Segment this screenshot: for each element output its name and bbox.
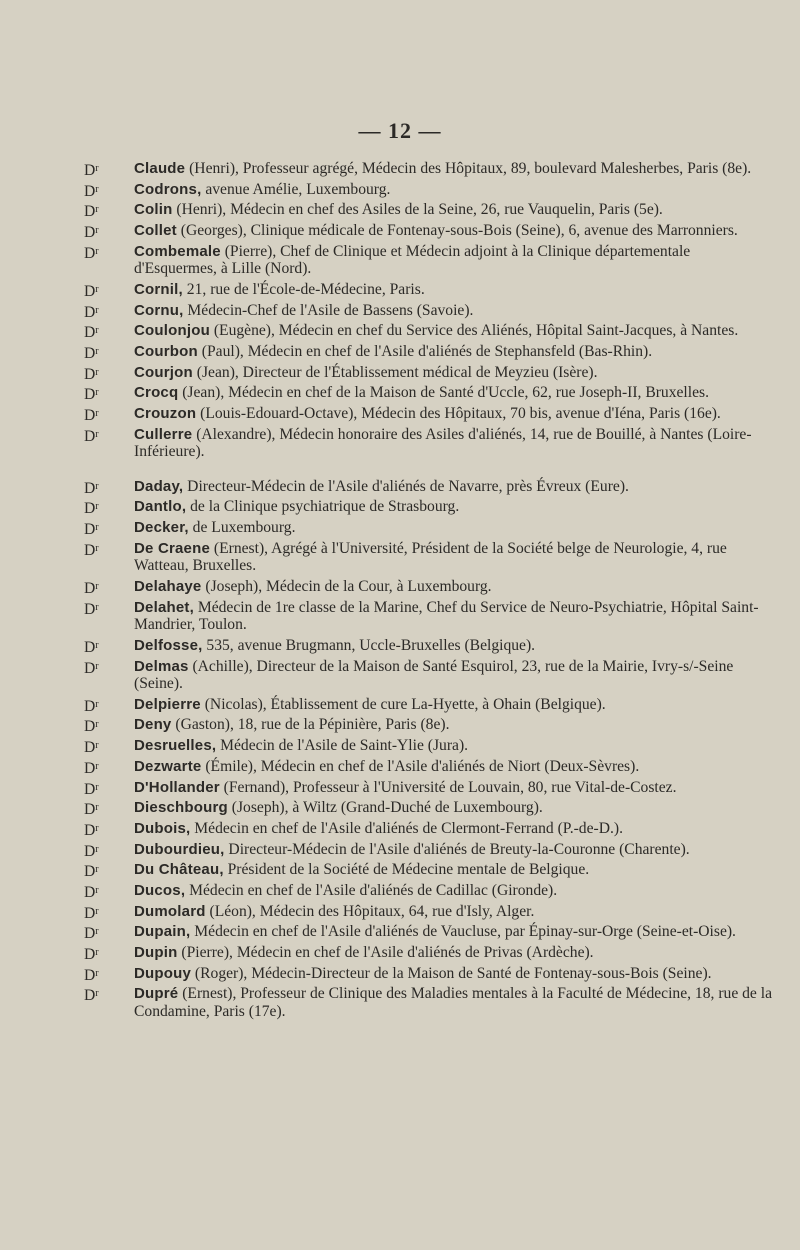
member-details: (Émile), Médecin en chef de l'Asile d'aliénés de Niort (Deux-Sèvres). <box>201 757 640 775</box>
member-details: (Roger), Médecin-Directeur de la Maison de Santé de Fontenay-sous-Bois (Seine). <box>191 964 712 982</box>
member-entry <box>84 985 774 1020</box>
member-details: (Henri), Professeur agrégé, Médecin des Hôpitaux, 89, boulevard Malesherbes, Paris (8e). <box>185 160 752 177</box>
doctor-prefix: $D^r$ <box>84 427 99 445</box>
member-details: (Fernand), Professeur à l'Université de Louvain, 80, rue Vital-de-Costez. <box>219 778 677 796</box>
member-name: Dantlo, <box>134 498 187 516</box>
doctor-prefix: $D^r$ <box>84 638 99 656</box>
doctor-prefix: $D^r$ <box>84 541 99 559</box>
member-entry <box>84 498 774 516</box>
doctor-prefix: $D^r$ <box>84 697 99 715</box>
member-name: Courjon <box>134 363 193 381</box>
member-name: Crouzon <box>134 405 197 423</box>
member-entry <box>84 201 774 219</box>
member-name: Crocq <box>134 384 179 402</box>
member-name: Cullerre <box>134 425 193 443</box>
member-details: (Paul), Médecin en chef de l'Asile d'aliénés de Stephansfeld (Bas-Rhin). <box>197 343 653 360</box>
member-entry <box>84 799 774 817</box>
member-entry <box>84 478 774 496</box>
member-details: (Ernest), Professeur de Clinique des Maladies mentales à la Faculté de Médecine, 18, rue de la Condamine, Paris (17e). <box>134 985 773 1020</box>
doctor-prefix: $D^r$ <box>84 925 99 943</box>
member-details: 21, rue de l'École-de-Médecine, Paris. <box>182 280 425 298</box>
doctor-prefix: $D^r$ <box>84 162 99 179</box>
member-entry <box>84 737 774 755</box>
member-name: Dupin <box>134 944 178 961</box>
member-details: Directeur-Médecin de l'Asile d'aliénés de Navarre, près Évreux (Eure). <box>183 477 629 495</box>
member-details: Médecin de 1re classe de la Marine, Chef du Service de Neuro-Psychiatrie, Hôpital Saint-Mandrier, Toulon. <box>134 598 759 634</box>
doctor-prefix: $D^r$ <box>84 904 99 922</box>
member-entry <box>84 540 774 575</box>
member-entry <box>84 820 774 838</box>
member-entry <box>84 281 774 299</box>
member-details: avenue Amélie, Luxembourg. <box>201 180 391 198</box>
member-name: De Craene <box>134 539 211 557</box>
member-details: 535, avenue Brugmann, Uccle-Bruxelles (Belgique). <box>202 636 536 654</box>
member-entry <box>84 322 774 340</box>
member-details: Médecin en chef de l'Asile d'aliénés de Clermont-Ferrand (P.-de-D.). <box>190 819 623 837</box>
member-details: Médecin en chef de l'Asile d'aliénés de Vaucluse, par Épinay-sur-Orge (Seine-et-Oise). <box>190 923 736 941</box>
doctor-prefix: $D^r$ <box>84 521 99 539</box>
doctor-prefix: $D^r$ <box>84 324 99 342</box>
member-name: Coulonjou <box>134 322 210 340</box>
doctor-prefix: $D^r$ <box>84 821 99 839</box>
member-details: Médecin en chef de l'Asile d'aliénés de Cadillac (Gironde). <box>185 881 558 899</box>
member-name: Dezwarte <box>134 757 202 775</box>
member-name: Claude <box>134 160 186 177</box>
member-entry <box>84 302 774 320</box>
member-entry <box>84 758 774 776</box>
member-name: Codrons, <box>134 180 202 198</box>
member-details: (Alexandre), Médecin honoraire des Asiles d'aliénés, 14, rue de Bouillé, à Nantes (Loire-Inférieure). <box>134 425 752 461</box>
doctor-prefix: $D^r$ <box>84 244 99 262</box>
member-details: (Jean), Médecin en chef de la Maison de Santé d'Uccle, 62, rue Joseph-II, Bruxelles. <box>178 384 709 402</box>
member-details: Médecin de l'Asile de Saint-Ylie (Jura). <box>216 737 469 755</box>
doctor-prefix: $D^r$ <box>84 946 99 963</box>
member-details: (Pierre), Médecin en chef de l'Asile d'aliénés de Privas (Ardèche). <box>177 944 594 961</box>
member-name: Cornil, <box>134 280 183 298</box>
member-details: de Luxembourg. <box>188 519 296 537</box>
member-details: (Henri), Médecin en chef des Asiles de la Seine, 26, rue Vauquelin, Paris (5e). <box>172 201 663 219</box>
member-entry <box>84 944 774 962</box>
member-entry <box>84 861 774 879</box>
member-details: (Nicolas), Établissement de cure La-Hyette, à Ohain (Belgique). <box>200 695 606 713</box>
member-name: Deny <box>134 716 172 734</box>
member-name: Dubourdieu, <box>134 840 225 858</box>
page-number: — 12 — <box>358 118 442 143</box>
doctor-prefix: $D^r$ <box>84 303 99 321</box>
member-entry <box>84 841 774 859</box>
member-entry <box>84 716 774 734</box>
member-entry <box>84 160 774 178</box>
member-entry <box>84 364 774 382</box>
member-entry <box>84 696 774 714</box>
member-entry <box>84 903 774 921</box>
member-entry <box>84 637 774 655</box>
doctor-prefix: $D^r$ <box>84 987 99 1005</box>
member-entry <box>84 965 774 983</box>
member-name: Dumolard <box>134 902 206 920</box>
member-name: Delpierre <box>134 695 201 713</box>
member-name: Dupain, <box>134 923 191 941</box>
doctor-prefix: $D^r$ <box>84 203 99 221</box>
member-name: Daday, <box>134 477 184 495</box>
member-name: Delfosse, <box>134 636 203 654</box>
doctor-prefix: $D^r$ <box>84 801 99 819</box>
member-details: (Gaston), 18, rue de la Pépinière, Paris (8e). <box>171 716 450 734</box>
member-details: (Joseph), Médecin de la Cour, à Luxembourg. <box>201 578 492 595</box>
doctor-prefix: $D^r$ <box>84 282 99 300</box>
member-name: Desruelles, <box>134 737 217 755</box>
member-details: (Pierre), Chef de Clinique et Médecin adjoint à la Clinique départementale d'Esquermes, à Lille (Nord). <box>134 242 691 278</box>
doctor-prefix: $D^r$ <box>84 659 99 677</box>
member-details: Président de la Société de Médecine mentale de Belgique. <box>223 861 590 879</box>
member-name: Colin <box>134 201 173 219</box>
member-name: Delahet, <box>134 598 194 616</box>
member-details: (Ernest), Agrégé à l'Université, Président de la Société belge de Neurologie, 4, rue Watteau, Bruxelles. <box>134 539 727 575</box>
member-entry <box>84 923 774 941</box>
doctor-prefix: $D^r$ <box>84 500 99 518</box>
member-entry <box>84 426 774 461</box>
member-name: Collet <box>134 222 177 240</box>
member-entry <box>84 578 774 596</box>
member-entry <box>84 243 774 278</box>
member-entry <box>84 658 774 693</box>
member-entry <box>84 882 774 900</box>
member-name: D'Hollander <box>134 778 220 796</box>
doctor-prefix: $D^r$ <box>84 386 99 404</box>
member-name: Cornu, <box>134 301 184 319</box>
member-entry <box>84 181 774 199</box>
doctor-prefix: $D^r$ <box>84 224 99 242</box>
doctor-prefix: $D^r$ <box>84 479 99 497</box>
doctor-prefix: $D^r$ <box>84 345 99 362</box>
doctor-prefix: $D^r$ <box>84 863 99 881</box>
member-list <box>84 160 774 1024</box>
member-details: Directeur-Médecin de l'Asile d'aliénés de Breuty-la-Couronne (Charente). <box>224 840 690 858</box>
doctor-prefix: $D^r$ <box>84 718 99 736</box>
doctor-prefix: $D^r$ <box>84 739 99 757</box>
doctor-prefix: $D^r$ <box>84 759 99 777</box>
member-entry <box>84 599 774 634</box>
member-entry <box>84 343 774 361</box>
member-details: (Georges), Clinique médicale de Fontenay-sous-Bois (Seine), 6, avenue des Marronniers. <box>176 222 738 240</box>
doctor-prefix: $D^r$ <box>84 780 99 798</box>
member-name: Decker, <box>134 519 189 537</box>
member-name: Du Château, <box>134 861 224 879</box>
member-name: Ducos, <box>134 881 186 899</box>
member-entry <box>84 405 774 423</box>
member-entry <box>84 384 774 402</box>
member-name: Dupouy <box>134 964 192 982</box>
member-entry <box>84 519 774 537</box>
doctor-prefix: $D^r$ <box>84 600 99 618</box>
member-details: (Eugène), Médecin en chef du Service des Aliénés, Hôpital Saint-Jacques, à Nantes. <box>209 322 739 340</box>
member-details: de la Clinique psychiatrique de Strasbourg. <box>186 498 460 516</box>
doctor-prefix: $D^r$ <box>84 883 99 901</box>
member-name: Dubois, <box>134 819 191 837</box>
member-entry <box>84 779 774 797</box>
doctor-prefix: $D^r$ <box>84 966 99 984</box>
member-details: Médecin-Chef de l'Asile de Bassens (Savoie). <box>183 301 474 319</box>
member-name: Combemale <box>134 242 221 260</box>
member-details: (Joseph), à Wiltz (Grand-Duché de Luxembourg). <box>227 799 543 817</box>
doctor-prefix: $D^r$ <box>84 842 99 860</box>
member-details: (Léon), Médecin des Hôpitaux, 64, rue d'Isly, Alger. <box>205 902 535 920</box>
member-name: Delmas <box>134 657 189 675</box>
doctor-prefix: $D^r$ <box>84 407 99 425</box>
member-details: (Achille), Directeur de la Maison de Santé Esquirol, 23, rue de la Mairie, Ivry-s/-Seine (Seine). <box>134 657 734 693</box>
doctor-prefix: $D^r$ <box>84 365 99 383</box>
member-name: Delahaye <box>134 578 202 595</box>
doctor-prefix: $D^r$ <box>84 182 99 200</box>
member-name: Dupré <box>134 985 179 1003</box>
doctor-prefix: $D^r$ <box>84 580 99 597</box>
member-details: (Jean), Directeur de l'Établissement médical de Meyzieu (Isère). <box>192 363 598 381</box>
member-name: Dieschbourg <box>134 799 228 817</box>
member-name: Courbon <box>134 343 198 360</box>
member-details: (Louis-Edouard-Octave), Médecin des Hôpitaux, 70 bis, avenue d'Iéna, Paris (16e). <box>196 405 721 423</box>
member-entry <box>84 222 774 240</box>
